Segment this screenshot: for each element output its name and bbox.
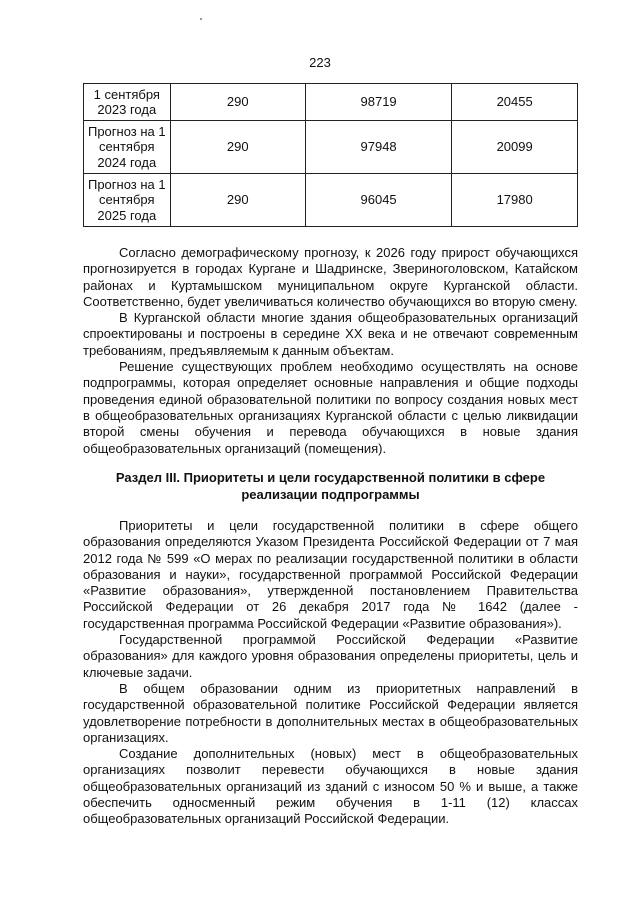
- table-cell: 290: [170, 174, 305, 227]
- table-cell: 98719: [305, 84, 451, 121]
- section-heading: Раздел III. Приоритеты и цели государственной политики в сфере реализации подпрограммы: [115, 470, 546, 502]
- table-cell: 97948: [305, 121, 451, 174]
- paragraph: Приоритеты и цели государственной политики в сфере общего образования определяются Указом Президента Российской Федерации от 7 мая 2012 года № 599 «О мерах по реализации государственной политики в области образования и науки», государственной программой Российской Федерации «Развитие образования», утвержденной постановлением Правительства Российской Федерации от 26 декабря 2017 года № 1642 (далее - государственная программа Российской Федерации «Развитие образования»).: [83, 518, 578, 631]
- table-row: [84, 84, 578, 121]
- page-number: 223: [309, 55, 331, 70]
- table-cell: 290: [170, 84, 305, 121]
- paragraph: Решение существующих проблем необходимо осуществлять на основе подпрограммы, которая определяет основные направления и общие подходы проведения единой образовательной политики по вопросу создания новых мест в общеобразовательных организациях Курганской области с целью ликвидации второй смены обучения и перевода обучающихся в новые здания общеобразовательных организаций (помещения).: [83, 359, 578, 456]
- paragraph: Государственной программой Российской Федерации «Развитие образования» для каждого уровня образования определены приоритеты, цель и ключевые задачи.: [83, 632, 578, 680]
- table-row: [84, 174, 578, 227]
- paragraph: В общем образовании одним из приоритетных направлений в государственной образовательной политике Российской Федерации является удовлетворение потребности в дополнительных местах в общеобразовательных организациях.: [83, 680, 578, 745]
- body-text-top: [83, 245, 578, 457]
- scan-speck: [200, 18, 202, 20]
- table-cell: 20455: [452, 84, 578, 121]
- paragraph: Согласно демографическому прогнозу, к 2026 году прирост обучающихся прогнозируется в городах Кургане и Шадринске, Звериноголовском, Катайском районах и Куртамышском муниципальном округе Курганской области. Соответственно, будет увеличиваться количество обучающихся во вторую смену.: [83, 245, 578, 309]
- paragraph: Создание дополнительных (новых) мест в общеобразовательных организациях позволит перевести обучающихся в новые здания общеобразовательных организаций из зданий с износом 50 % и выше, а также обеспечить односменный режим обучения в 1-11 (12) классах общеобразовательных организаций Российской Федерации.: [83, 746, 578, 827]
- table-cell: 96045: [305, 174, 451, 227]
- table-cell-date: Прогноз на 1 сентября 2025 года: [84, 174, 171, 227]
- table-cell-date: Прогноз на 1 сентября 2024 года: [84, 121, 171, 174]
- table-cell-date: 1 сентября 2023 года: [84, 84, 171, 121]
- paragraph: В Курганской области многие здания общеобразовательных организаций спроектированы и построены в середине XX века и не отвечают современным требованиям, предъявляемым к данным объектам.: [83, 310, 578, 358]
- table-cell: 20099: [452, 121, 578, 174]
- table-cell: 290: [170, 121, 305, 174]
- table-row: [84, 121, 578, 174]
- statistics-table: [83, 83, 578, 227]
- table-cell: 17980: [452, 174, 578, 227]
- body-text-bottom: [83, 518, 578, 828]
